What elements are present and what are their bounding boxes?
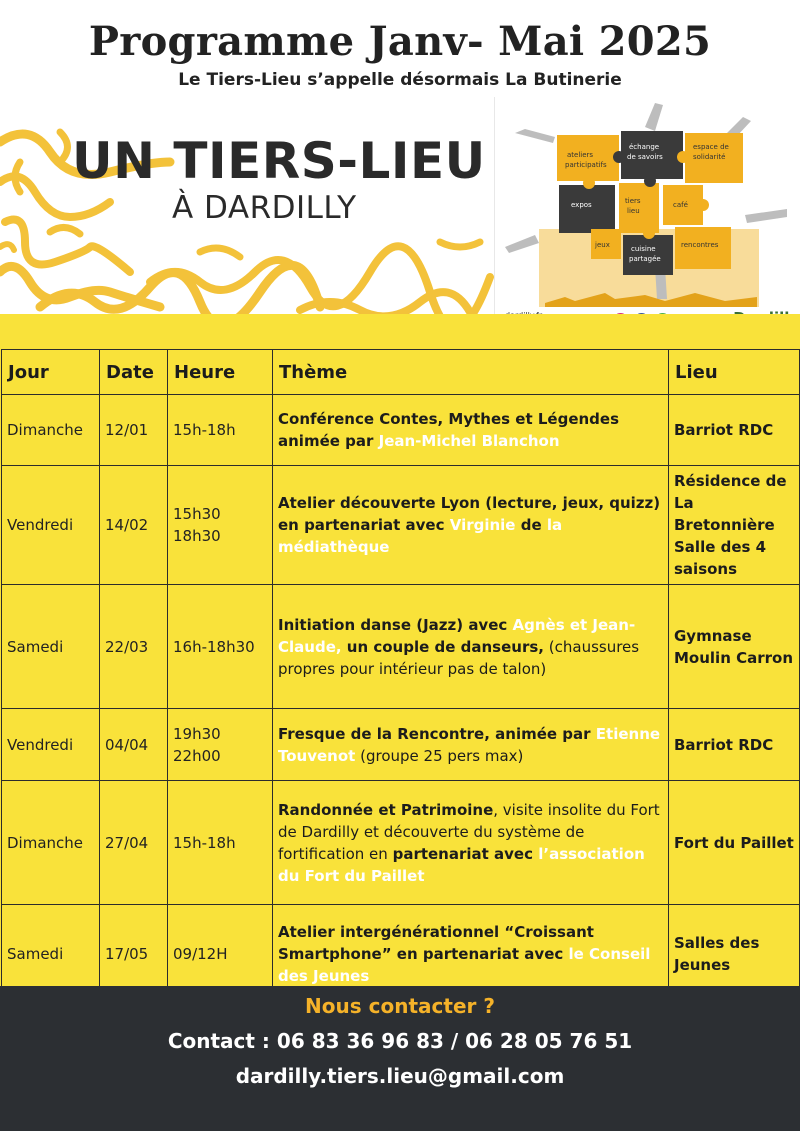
row-jour: Dimanche	[2, 395, 100, 466]
banner-subtitle: À DARDILLY	[172, 190, 357, 226]
row-lieu: Fort du Paillet	[669, 781, 800, 905]
row-jour: Vendredi	[2, 466, 100, 585]
svg-text:de savoirs: de savoirs	[627, 153, 663, 161]
table-row	[2, 585, 800, 709]
svg-text:solidarité: solidarité	[693, 153, 726, 161]
row-lieu: Résidence de La Bretonnière Salle des 4 saisons	[669, 466, 800, 585]
svg-text:partagée: partagée	[629, 255, 661, 263]
svg-text:échange: échange	[629, 143, 660, 151]
table-row	[2, 466, 800, 585]
header-lieu: Lieu	[669, 350, 800, 395]
svg-text:café: café	[673, 201, 688, 209]
svg-text:ateliers: ateliers	[567, 151, 594, 159]
row-heure: 15h30 18h30	[168, 466, 273, 585]
contact-phones: Contact : 06 83 36 96 83 / 06 28 05 76 51	[167, 1029, 633, 1053]
row-heure: 15h-18h	[168, 781, 273, 905]
row-lieu: Salles des Jeunes	[669, 905, 800, 1003]
row-date: 22/03	[100, 585, 168, 709]
row-theme: Initiation danse (Jazz) avec Agnès et Jean-Claude, un couple de danseurs, (chaussures propres pour intérieur pas de talon)	[273, 585, 669, 709]
svg-text:rencontres: rencontres	[681, 241, 719, 249]
row-heure: 15h-18h	[168, 395, 273, 466]
header-theme: Thème	[273, 350, 669, 395]
header-jour: Jour	[2, 350, 100, 395]
row-date: 04/04	[100, 709, 168, 781]
program-table	[1, 349, 800, 1003]
row-date: 17/05	[100, 905, 168, 1003]
page-title: Programme Janv- Mai 2025	[88, 18, 712, 65]
table-row	[2, 395, 800, 466]
contact-heading: Nous contacter ?	[305, 994, 495, 1018]
svg-text:tiers: tiers	[625, 197, 641, 205]
page-subtitle: Le Tiers-Lieu s’appelle désormais La Butinerie	[178, 70, 622, 90]
row-heure: 19h30 22h00	[168, 709, 273, 781]
row-date: 14/02	[100, 466, 168, 585]
svg-text:lieu: lieu	[627, 207, 640, 215]
row-lieu: Barriot RDC	[669, 709, 800, 781]
row-lieu: Barriot RDC	[669, 395, 800, 466]
table-header-row	[2, 350, 800, 395]
table-row	[2, 781, 800, 905]
svg-text:cuisine: cuisine	[631, 245, 656, 253]
row-jour: Samedi	[2, 905, 100, 1003]
row-theme: Fresque de la Rencontre, animée par Etienne Touvenot (groupe 25 pers max)	[273, 709, 669, 781]
row-theme: Randonnée et Patrimoine, visite insolite du Fort de Dardilly et découverte du système de fortification en partenariat avec l’association du Fort du Paillet	[273, 781, 669, 905]
row-theme: Conférence Contes, Mythes et Légendes animée par Jean-Michel Blanchon	[273, 395, 669, 466]
row-date: 12/01	[100, 395, 168, 466]
header-date: Date	[100, 350, 168, 395]
row-jour: Vendredi	[2, 709, 100, 781]
svg-text:espace de: espace de	[693, 143, 729, 151]
row-date: 27/04	[100, 781, 168, 905]
row-theme: Atelier découverte Lyon (lecture, jeux, quizz) en partenariat avec Virginie de la médiathèque	[273, 466, 669, 585]
row-heure: 16h-18h30	[168, 585, 273, 709]
puzzle-illustration	[494, 97, 800, 337]
svg-text:expos: expos	[571, 201, 592, 209]
table-row	[2, 709, 800, 781]
row-heure: 09/12H	[168, 905, 273, 1003]
banner-title: UN TIERS-LIEU	[72, 132, 486, 190]
header-heure: Heure	[168, 350, 273, 395]
row-theme: Atelier intergénérationnel “Croissant Smartphone” en partenariat avec le Conseil des Jeunes	[273, 905, 669, 1003]
row-jour: Dimanche	[2, 781, 100, 905]
svg-text:participatifs: participatifs	[565, 161, 607, 169]
row-jour: Samedi	[2, 585, 100, 709]
svg-text:jeux: jeux	[595, 241, 610, 249]
row-lieu: Gymnase Moulin Carron	[669, 585, 800, 709]
contact-email[interactable]: dardilly.tiers.lieu@gmail.com	[235, 1064, 565, 1088]
